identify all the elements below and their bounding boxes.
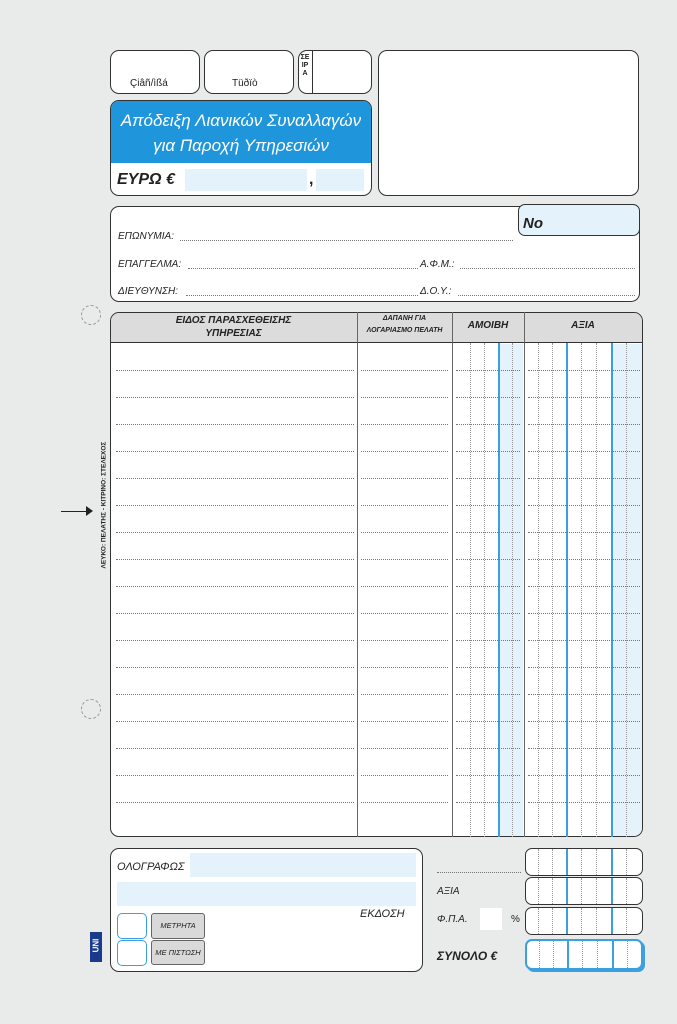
totals-dotted-line [437,872,521,873]
totals-digit-line [626,908,627,934]
table-row-line[interactable] [456,694,520,695]
table-row-line[interactable] [528,559,640,560]
table-row-line[interactable] [456,505,520,506]
cash-checkbox[interactable] [117,913,147,939]
table-divider-2 [452,312,453,837]
address-field[interactable] [186,295,418,296]
table-row-line[interactable] [361,532,448,533]
table-row-line[interactable] [528,748,640,749]
totals-digit-line [566,878,568,904]
stamp-box [378,50,639,196]
table-row-line[interactable] [361,451,448,452]
table-row-line[interactable] [361,775,448,776]
totals-digit-line [538,878,539,904]
table-row-line[interactable] [361,559,448,560]
totals-digit-line [552,878,553,904]
table-divider-1 [357,312,358,837]
totals-digit-line [582,941,583,968]
table-row-line[interactable] [361,721,448,722]
issue-place-label: Çiâñ/ìßá [130,78,168,89]
totals-digit-line [596,878,597,904]
table-row-line[interactable] [116,802,354,803]
col-value-header: ΑΞΙΑ [571,320,595,331]
table-row-line[interactable] [528,613,640,614]
arrow-line [61,511,89,512]
table-row-line[interactable] [116,559,354,560]
title-line-1: Απόδειξη Λιανικών Συναλλαγών [120,111,362,130]
table-row-line[interactable] [456,451,520,452]
table-row-line[interactable] [528,424,640,425]
fee-digit-line-3 [512,343,513,837]
totals-digit-line [597,941,598,968]
credit-label: ΜΕ ΠΙΣΤΩΣΗ [155,948,201,957]
table-row-line[interactable] [456,613,520,614]
table-row-line[interactable] [528,667,640,668]
value-digit-line-4 [596,343,597,837]
table-row-line[interactable] [528,586,640,587]
table-row-line[interactable] [456,370,520,371]
totals-amount-box[interactable] [525,877,643,905]
vat-label: Φ.Π.Α. [437,914,468,925]
table-row-line[interactable] [528,721,640,722]
totals-digit-line [552,908,553,934]
table-row-line[interactable] [361,370,448,371]
title-line-2: για Παροχή Υπηρεσιών [153,136,329,155]
table-row-line[interactable] [528,370,640,371]
vat-rate-field[interactable] [480,908,502,930]
totals-digit-line [566,849,568,875]
euro-cents-field[interactable] [316,169,364,191]
table-row-line[interactable] [116,667,354,668]
col-fee-header: ΑΜΟΙΒΗ [467,320,509,331]
series-label: ΣΕΙΡΑ [300,54,310,77]
table-row-line[interactable] [116,532,354,533]
table-row-line[interactable] [528,775,640,776]
totals-digit-line [581,878,582,904]
table-row-line[interactable] [456,424,520,425]
name-label: ΕΠΩΝΥΜΙΑ: [118,231,174,242]
address-label: ΔΙΕΥΘΥΝΣΗ: [118,286,178,297]
col-service-header-2: ΥΠΗΡΕΣΙΑΣ [205,328,262,339]
col-service-header-1: ΕΙΔΟΣ ΠΑΡΑΣΧΕΘΕΙΣΗΣ [175,315,292,326]
in-words-field-2[interactable] [117,882,416,906]
fee-decimal-line [498,343,500,837]
doy-field[interactable] [458,295,635,296]
arrow-icon [86,506,93,516]
percent-sign: % [511,914,520,925]
table-row-line[interactable] [528,694,640,695]
table-row-line[interactable] [361,694,448,695]
table-row-line[interactable] [361,640,448,641]
table-row-line[interactable] [528,451,640,452]
value-decimal-line [611,343,613,837]
afm-field[interactable] [460,268,635,269]
fee-digit-line-2 [484,343,485,837]
table-row-line[interactable] [361,505,448,506]
items-table [110,312,643,837]
table-row-line[interactable] [361,748,448,749]
value-digit-line-2 [552,343,553,837]
fee-decimals-column [499,344,523,837]
table-row-line[interactable] [456,532,520,533]
table-row-line[interactable] [116,721,354,722]
table-row-line[interactable] [116,613,354,614]
issue-label: ΕΚΔΟΣΗ [360,908,405,920]
totals-digit-line [626,849,627,875]
totals-digit-line [552,849,553,875]
table-row-line[interactable] [456,478,520,479]
totals-amount-box[interactable] [525,848,643,876]
table-row-line[interactable] [361,613,448,614]
table-row-line[interactable] [456,667,520,668]
table-row-line[interactable] [116,370,354,371]
profession-label: ΕΠΑΓΓΕΛΜΑ: [118,259,182,270]
table-row-line[interactable] [116,424,354,425]
table-row-line[interactable] [361,667,448,668]
col-expense-header-1: ΔΑΠΑΝΗ ΓΙΑ [382,315,427,322]
table-row-line[interactable] [456,397,520,398]
euro-amount-field[interactable] [185,169,307,191]
totals-digit-line [611,849,613,875]
publisher-label: Tüðïò [232,78,258,89]
totals-digit-line [539,941,540,968]
table-row-line[interactable] [361,802,448,803]
value-digit-line-3 [581,343,582,837]
table-row-line[interactable] [456,586,520,587]
totals-digit-line [612,941,614,968]
totals-digit-line [611,908,613,934]
table-row-line[interactable] [116,775,354,776]
euro-comma: , [309,171,314,188]
totals-digit-line [553,941,554,968]
table-row-line[interactable] [456,559,520,560]
totals-digit-line [627,941,628,968]
table-row-line[interactable] [528,397,640,398]
table-row-line[interactable] [528,478,640,479]
totals-digit-line [581,908,582,934]
value-digit-line-5 [626,343,627,837]
table-row-line[interactable] [456,640,520,641]
cash-label: ΜΕΤΡΗΤΑ [160,921,196,930]
table-row-line[interactable] [528,505,640,506]
in-words-field-1[interactable] [190,853,416,877]
euro-label: ΕΥΡΩ € [117,171,175,188]
totals-digit-line [567,941,569,968]
table-row-line[interactable] [456,748,520,749]
totals-digit-line [566,908,568,934]
table-row-line[interactable] [456,775,520,776]
table-divider-3 [524,312,525,837]
table-row-line[interactable] [361,424,448,425]
table-row-line[interactable] [456,721,520,722]
fee-digit-line-1 [470,343,471,837]
copies-text: ΛΕΥΚΟ: ΠΕΛΑΤΗΣ - ΚΙΤΡΙΝΟ: ΣΤΕΛΕΧΟΣ [100,441,108,569]
table-row-line[interactable] [528,532,640,533]
in-words-label: ΟΛΟΓΡΑΦΩΣ [117,861,185,873]
totals-amount-box[interactable] [525,907,643,935]
table-row-line[interactable] [116,640,354,641]
totals-digit-line [581,849,582,875]
credit-checkbox[interactable] [117,940,147,966]
totals-digit-line [538,908,539,934]
value-label: ΑΞΙΑ [437,886,460,897]
uni-logo-text: UNI [91,938,101,953]
totals-digit-line [596,849,597,875]
afm-label: Α.Φ.Μ.: [420,259,455,270]
total-amount-box[interactable] [525,939,643,970]
table-row-line[interactable] [116,478,354,479]
value-decimals-column [612,344,643,837]
series-divider [312,51,313,93]
profession-field[interactable] [188,268,418,269]
table-row-line[interactable] [116,748,354,749]
table-row-line[interactable] [361,397,448,398]
col-expense-header-2: ΛΟΓΑΡΙΑΣΜΟ ΠΕΛΑΤΗ [366,327,443,334]
value-hundreds-line [566,343,568,837]
table-row-line[interactable] [116,586,354,587]
table-row-line[interactable] [116,397,354,398]
table-row-line[interactable] [456,802,520,803]
table-row-line[interactable] [361,478,448,479]
table-row-line[interactable] [361,586,448,587]
name-field[interactable] [180,240,513,241]
table-row-line[interactable] [116,505,354,506]
table-row-line[interactable] [116,451,354,452]
value-digit-line-1 [538,343,539,837]
number-label: No [523,215,543,232]
punch-hole-bottom [81,699,101,719]
title-box [110,100,372,196]
totals-digit-line [626,878,627,904]
punch-hole-top [81,305,101,325]
total-label: ΣΥΝΟΛΟ € [437,949,498,963]
totals-digit-line [596,908,597,934]
doy-label: Δ.Ο.Υ.: [420,286,452,297]
table-row-line[interactable] [528,802,640,803]
table-row-line[interactable] [116,694,354,695]
totals-digit-line [538,849,539,875]
table-row-line[interactable] [528,640,640,641]
totals-digit-line [611,878,613,904]
